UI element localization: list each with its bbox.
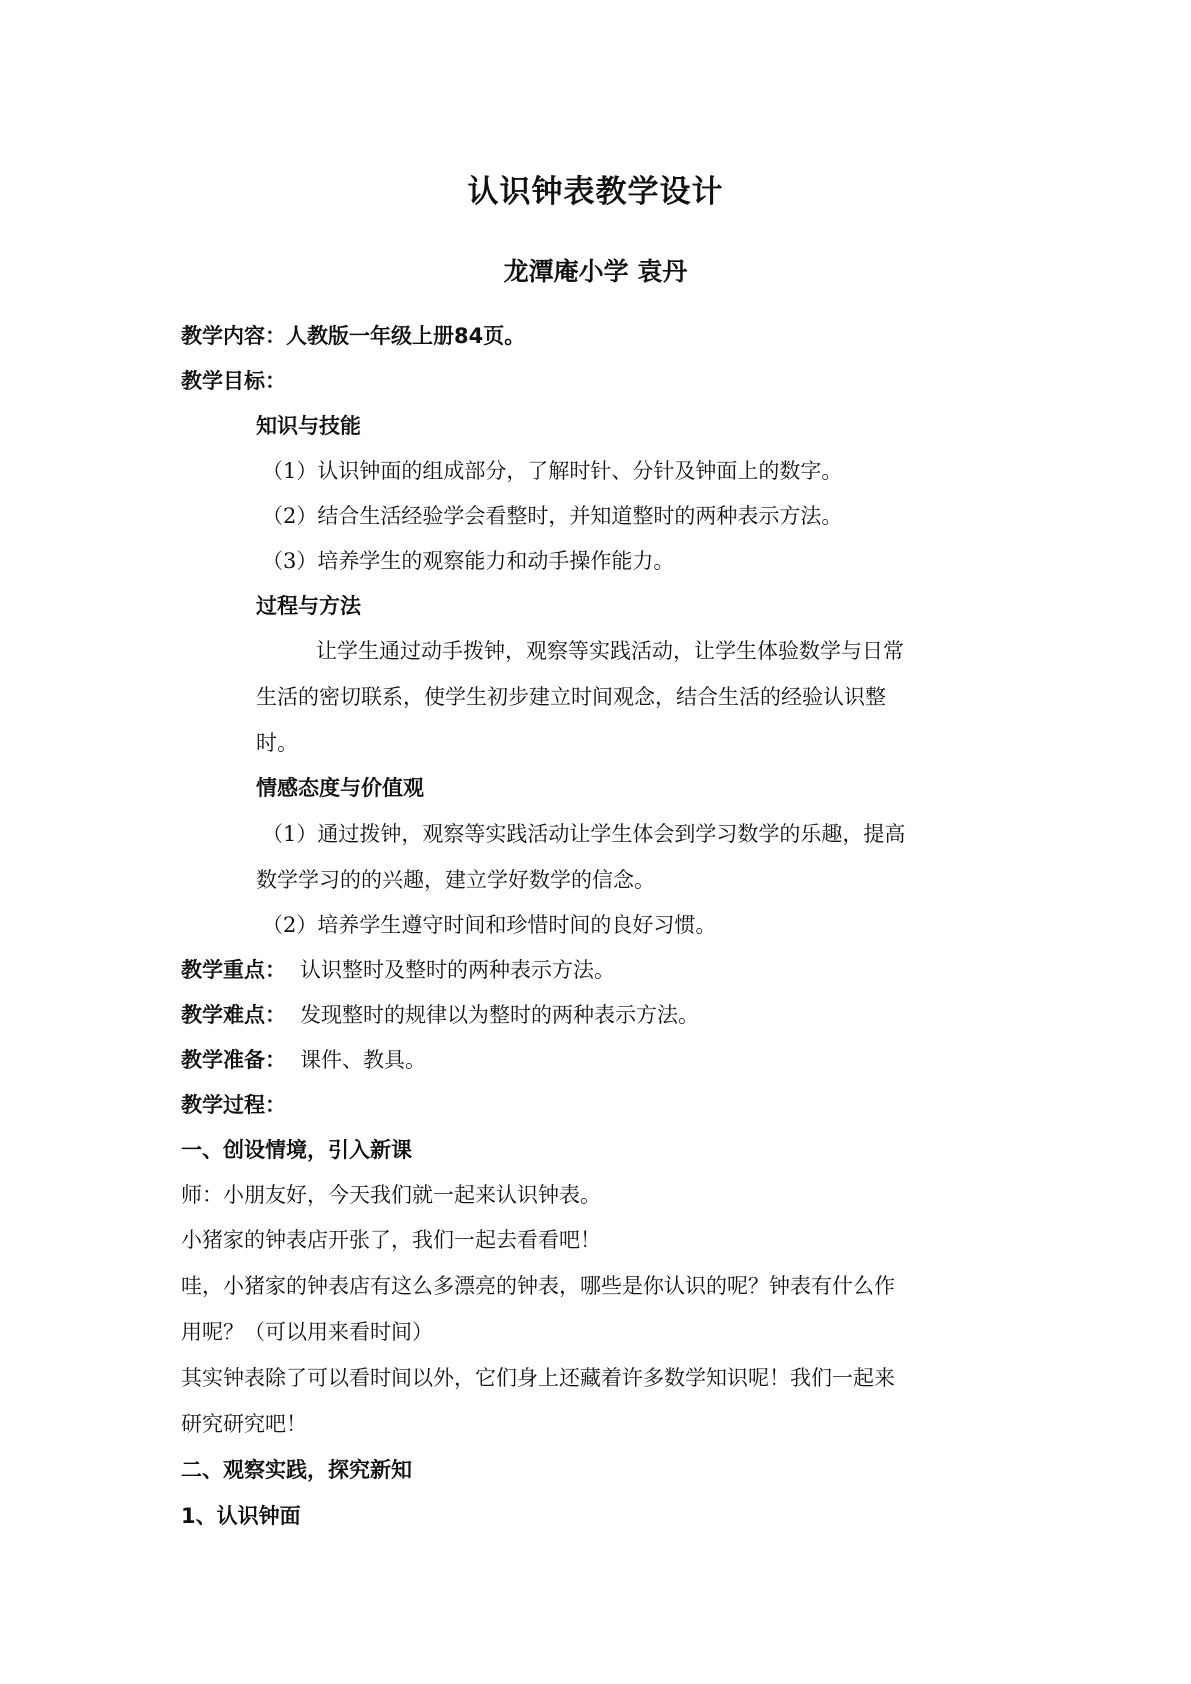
content-row: [181, 322, 525, 350]
section1-line-6: 研究研究吧！: [181, 1412, 307, 1436]
emotion-line-1: （1）通过拨钟，观察等实践活动让学生体会到学习数学的乐趣，提高: [262, 822, 906, 846]
key-point-label: 教学重点：: [181, 958, 286, 982]
emotion-line-3: （2）培养学生遵守时间和珍惜时间的良好习惯。: [262, 913, 717, 937]
section1-line-1: 师：小朋友好，今天我们就一起来认识钟表。: [181, 1183, 601, 1207]
difficulty-row: [181, 1001, 699, 1029]
process-line-1: 让学生通过动手拨钟，观察等实践活动，让学生体验数学与日常: [316, 639, 904, 663]
difficulty-label: 教学难点：: [181, 1003, 286, 1027]
preparation-label: 教学准备：: [181, 1048, 286, 1072]
process-line-3: 时。: [256, 731, 298, 755]
key-point-text: 认识整时及整时的两种表示方法。: [300, 958, 615, 982]
knowledge-item-1: （1）认识钟面的组成部分，了解时针、分针及钟面上的数字。: [262, 459, 843, 483]
knowledge-item-2: （2）结合生活经验学会看整时，并知道整时的两种表示方法。: [262, 504, 843, 528]
difficulty-text: 发现整时的规律以为整时的两种表示方法。: [300, 1003, 699, 1027]
section1-line-4: 用呢？（可以用来看时间）: [181, 1320, 433, 1344]
document-title: 认识钟表教学设计: [467, 174, 724, 210]
process-heading: 过程与方法: [256, 594, 361, 618]
knowledge-heading: 知识与技能: [256, 414, 361, 438]
emotion-line-2: 数学学习的的兴趣，建立学好数学的信念。: [256, 868, 655, 892]
section1-line-5: 其实钟表除了可以看时间以外，它们身上还藏着许多数学知识呢！我们一起来: [181, 1366, 895, 1390]
content-text: 人教版一年级上册84页。: [286, 324, 526, 348]
content-label: 教学内容：: [181, 324, 286, 348]
section2-heading: 二、观察实践，探究新知: [181, 1458, 412, 1482]
preparation-row: [181, 1046, 426, 1074]
emotion-heading: 情感态度与价值观: [256, 776, 424, 800]
key-point-row: [181, 956, 615, 984]
knowledge-item-3: （3）培养学生的观察能力和动手操作能力。: [262, 549, 675, 573]
section2-sub1: 1、认识钟面: [181, 1504, 301, 1528]
section1-heading: 一、创设情境，引入新课: [181, 1138, 412, 1162]
process-line-2: 生活的密切联系，使学生初步建立时间观念，结合生活的经验认识整: [256, 685, 886, 709]
process-label: 教学过程：: [181, 1093, 286, 1117]
document-author: 龙潭庵小学 袁丹: [503, 257, 688, 286]
section1-line-2: 小猪家的钟表店开张了，我们一起去看看吧！: [181, 1228, 601, 1252]
section1-line-3: 哇，小猪家的钟表店有这么多漂亮的钟表，哪些是你认识的呢？钟表有什么作: [181, 1274, 895, 1298]
preparation-text: 课件、教具。: [300, 1048, 426, 1072]
goals-label: 教学目标：: [181, 369, 286, 393]
